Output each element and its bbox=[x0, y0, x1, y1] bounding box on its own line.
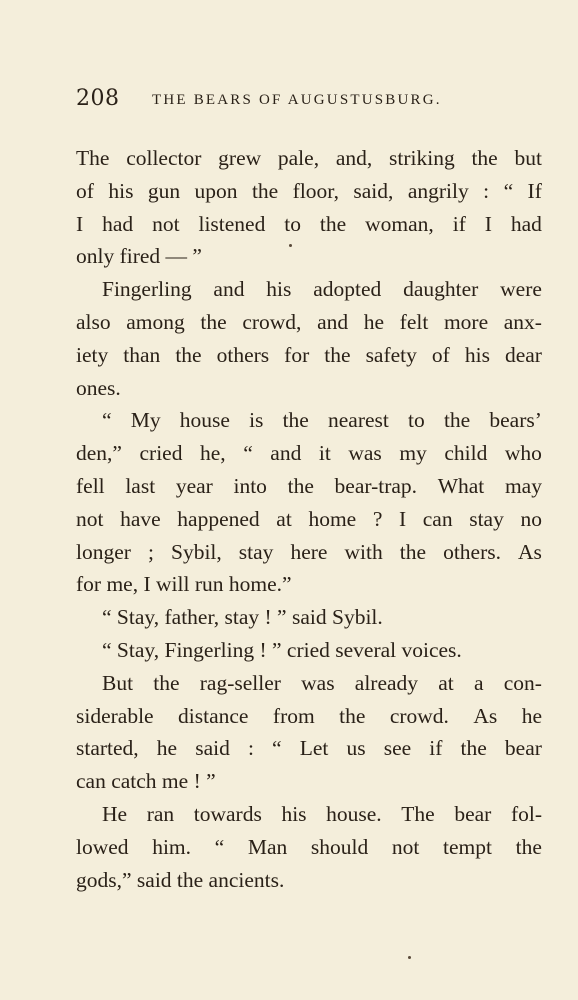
text-line: iety than the others for the safety of his dear bbox=[76, 342, 542, 367]
running-head bbox=[76, 86, 542, 116]
text-line: “ My house is the nearest to the bears’ bbox=[102, 408, 542, 433]
text-line: “ Stay, father, stay ! ” said Sybil. bbox=[102, 605, 383, 630]
text-line: ones. bbox=[76, 375, 121, 400]
text-line: lowed him. “ Man should not tempt the bbox=[76, 834, 542, 859]
ink-speck bbox=[408, 956, 411, 959]
text-line: fell last year into the bear-trap. What may bbox=[76, 473, 542, 498]
text-line: of his gun upon the floor, said, angrily : “ If bbox=[76, 178, 542, 203]
text-line: den,” cried he, “ and it was my child who bbox=[76, 441, 542, 466]
text-line: also among the crowd, and he felt more anx- bbox=[76, 309, 542, 334]
text-line: for me, I will run home.” bbox=[76, 572, 292, 597]
text-line: Fingerling and his adopted daughter were bbox=[102, 277, 542, 302]
body-text bbox=[76, 142, 542, 896]
text-line: gods,” said the ancients. bbox=[76, 867, 285, 892]
text-line: only fired — ” bbox=[76, 244, 202, 269]
text-line: started, he said : “ Let us see if the bear bbox=[76, 736, 542, 761]
text-line: But the rag-seller was already at a con- bbox=[102, 670, 542, 695]
running-title: THE BEARS OF AUGUSTUSBURG. bbox=[152, 92, 442, 108]
text-line: can catch me ! ” bbox=[76, 769, 216, 794]
text-line: “ Stay, Fingerling ! ” cried several voices. bbox=[102, 637, 462, 662]
text-line: longer ; Sybil, stay here with the others. As bbox=[76, 539, 542, 564]
ink-speck bbox=[289, 244, 292, 247]
text-line: not have happened at home ? I can stay no bbox=[76, 506, 542, 531]
text-line: The collector grew pale, and, striking the but bbox=[76, 146, 542, 170]
page-number: 208 bbox=[76, 86, 120, 111]
text-line: He ran towards his house. The bear fol- bbox=[102, 801, 542, 826]
text-line: siderable distance from the crowd. As he bbox=[76, 703, 542, 728]
text-line: I had not listened to the woman, if I had bbox=[76, 211, 542, 236]
